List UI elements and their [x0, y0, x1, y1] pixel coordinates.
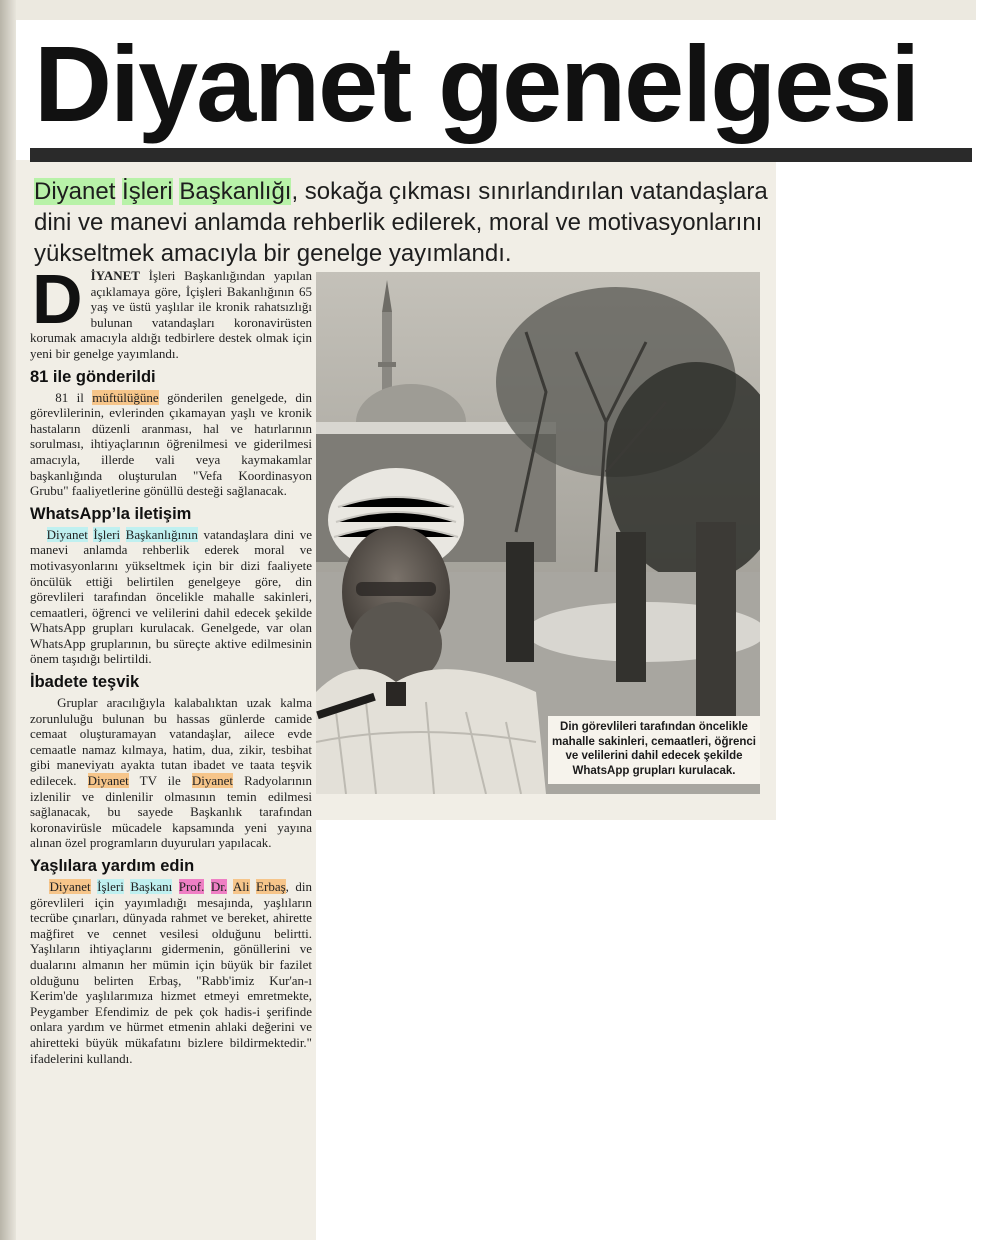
lead-highlight: Başkanlığı [179, 178, 292, 205]
text-highlight: Prof. [178, 879, 205, 894]
text-highlight: Diyanet [191, 773, 234, 789]
section-paragraph [30, 695, 312, 851]
intro-paragraph [30, 260, 312, 362]
text-highlight: Diyanet [46, 526, 88, 542]
intro-text: İşleri Başkanlığından yapılan açıklamaya göre, İçişleri Bakanlığının 65 yaş ve üstü yaşlılar ile kronik rahatsızlığı bulunan vatandaşları koronavirüsten korumak amacıyla aldığı tedbirlere destek olmak için yeni bir genelge yayımlandı. [30, 268, 312, 361]
text-highlight: Erbaş [256, 879, 286, 894]
text-highlight: Diyanet [87, 773, 129, 789]
section-text: , din görevlileri için yayımladığı mesajında, yaşlıların tecrübe çınarları, dünyada rahmet ve bereket, ahirette mağfiret ve cennet vesilesi olduğunu belirtti. Yaşlıların ihtiyaçlarını gidermenin, gönüllerini ve dualarını almanın her mümin için büyük bir fazilet olduğunu belirten Erbaş, "Rabb'imiz Kur'an-ı Kerim'de yaşlılarımıza hizmet etmeyi emretmekte, Peygamber Efendimiz de pek çok hadis-i şerifinde onlara yardım ve hürmet etmenin ahlaki değerini ve ahiretteki büyük mükafatını bizlere bildirmektedir." ifadelerini kullandı. [30, 879, 313, 1066]
section-paragraph [30, 390, 312, 499]
text-highlight: Diyanet [49, 879, 91, 894]
photo-caption: Din görevlileri tarafından öncelikle mahalle sakinleri, cemaatleri, öğrenci ve velilerini dahil edecek şekilde WhatsApp grupları kurulacak. [548, 716, 760, 784]
text-highlight: İşleri [97, 879, 124, 894]
lead-paragraph [34, 176, 772, 269]
section-text: Radyolarının izlenilir ve dinlenilir olmasının temin edilmesi sağlanacak, bu sayede Başkanlık tarafından koronavirüsle mücadele kapsamında yeni yayına alınan özel programların duyuruları yapılacak. [30, 773, 312, 851]
section-paragraph [30, 879, 312, 1066]
section-text: TV ile [128, 773, 192, 789]
text-highlight: Başkanı [130, 879, 173, 894]
text-highlight: Dr. [210, 879, 228, 894]
section-text: gönderilen genelgede, din görevlilerinin, evlerinden çıkamayan yaşlı ve kronik hastaların düzenli aranması, hal ve hatırlarının sorulması, ihtiyaçlarının öğrenilmesi ve giderilmesi amacıyla, illerde vali veya kaymakamlar başkanlığında oluşturulan "Vefa Koordinasyon Grubu" faaliyetlerine gönüllü desteği sağlanacak. [30, 389, 313, 499]
intro-first-word: İYANET [90, 268, 140, 283]
lead-highlight: İşleri [122, 178, 173, 205]
text-highlight: Ali [232, 879, 250, 894]
section-heading: 81 ile gönderildi [30, 367, 156, 386]
headline: Diyanet genelgesi [34, 23, 919, 144]
text-highlight: müftülüğüne [92, 389, 159, 405]
section-heading: İbadete teşvik [30, 673, 140, 692]
lead-highlight: Diyanet [34, 178, 116, 205]
headline-rule [30, 148, 972, 162]
lead-text: , sokağa çıkması sınırlandırılan vatandaşlara dini ve manevi anlamda rehberlik edilerek, moral ve motivasyonlarını yükseltmek amacıyla bir genelge yayımlandı. [34, 178, 768, 267]
text-highlight: Başkanlığının [125, 526, 198, 542]
section-text: vatandaşlara dini ve manevi anlamda rehberlik ederek moral ve motivasyonlarını yükseltmek için bir dizi faaliyete öncülük ettiği belirtilen genelgeye göre, din görevlileri tarafından öncelikle mahalle sakinleri, cemaatleri, öğrenci ve velilerini dahil edecek şekilde WhatsApp grupları kurulacak. Genelgede, var olan WhatsApp gruplarının, bu süreçte aktive edilmesinin önem taşıdığı belirtildi. [30, 526, 313, 667]
paper-edge [0, 0, 16, 1240]
section-heading: Yaşlılara yardım edin [30, 857, 195, 875]
text-highlight: İşleri [93, 526, 121, 542]
section-text: Gruplar aracılığıyla kalabalıktan uzak kalma zorunluluğu bulunan bu hassas günlerde camide cemaat oluşturamayan vatandaşlar, ailece evde cemaatle namaz kılmaya, hatim, dua, zikir, tesbihat gibi maneviyatı ayakta tutan ibadet ve taata teşvik edilecek. [30, 695, 313, 789]
section-text: 81 il [55, 389, 93, 405]
section-heading: WhatsApp’la iletişim [30, 504, 192, 523]
section-paragraph [30, 527, 312, 667]
drop-cap: D [32, 260, 83, 338]
article-body [30, 260, 313, 1068]
